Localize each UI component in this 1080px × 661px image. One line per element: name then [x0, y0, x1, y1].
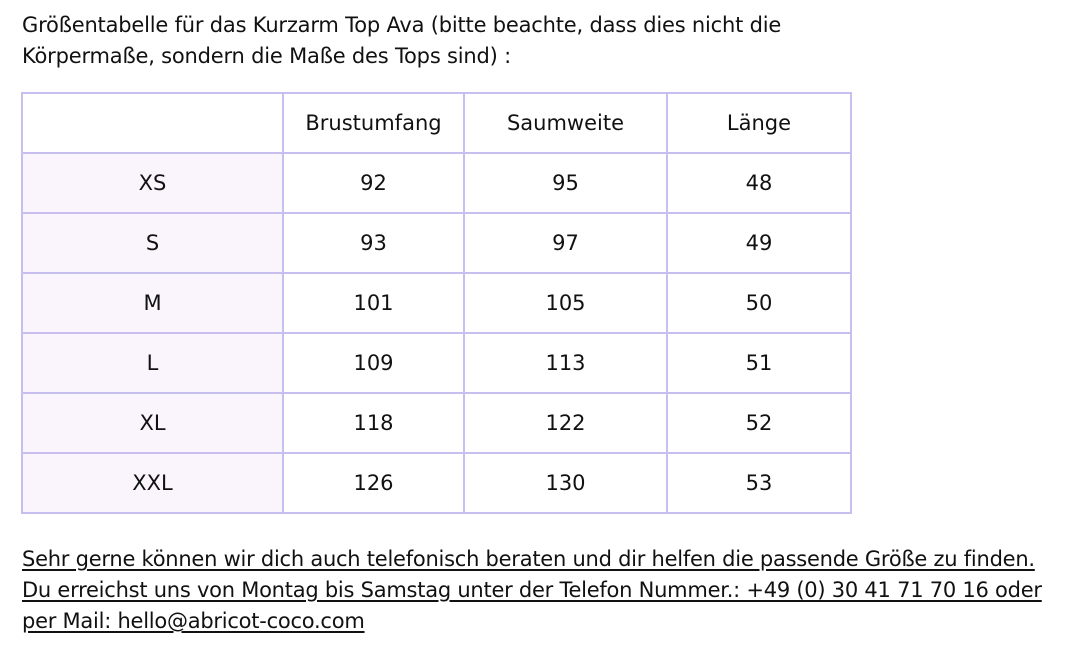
- size-label: XL: [22, 393, 283, 453]
- saumweite-value: 122: [464, 393, 667, 453]
- contact-line-3: per Mail: hello@abricot-coco.com: [22, 609, 365, 633]
- header-empty-cell: [22, 93, 283, 153]
- size-label: L: [22, 333, 283, 393]
- contact-text: [22, 544, 1072, 637]
- laenge-value: 51: [667, 333, 851, 393]
- size-label: M: [22, 273, 283, 333]
- brustumfang-value: 109: [283, 333, 464, 393]
- header-laenge: Länge: [667, 93, 851, 153]
- brustumfang-value: 126: [283, 453, 464, 513]
- saumweite-value: 105: [464, 273, 667, 333]
- intro-line-1: Größentabelle für das Kurzarm Top Ava (bitte beachte, dass dies nicht die: [22, 13, 782, 37]
- table-row: [22, 453, 851, 513]
- brustumfang-value: 93: [283, 213, 464, 273]
- table-row: [22, 213, 851, 273]
- laenge-value: 50: [667, 273, 851, 333]
- laenge-value: 53: [667, 453, 851, 513]
- laenge-value: 49: [667, 213, 851, 273]
- header-saumweite: Saumweite: [464, 93, 667, 153]
- brustumfang-value: 118: [283, 393, 464, 453]
- contact-line-1: Sehr gerne können wir dich auch telefonisch beraten und dir helfen die passende Größe zu finden.: [22, 547, 1035, 571]
- saumweite-value: 130: [464, 453, 667, 513]
- table-row: [22, 333, 851, 393]
- intro-text: [22, 10, 1062, 72]
- brustumfang-value: 101: [283, 273, 464, 333]
- size-label: S: [22, 213, 283, 273]
- header-brustumfang: Brustumfang: [283, 93, 464, 153]
- saumweite-value: 95: [464, 153, 667, 213]
- table-header-row: [22, 93, 851, 153]
- saumweite-value: 113: [464, 333, 667, 393]
- table-row: [22, 393, 851, 453]
- brustumfang-value: 92: [283, 153, 464, 213]
- size-label: XXL: [22, 453, 283, 513]
- intro-line-2: Körpermaße, sondern die Maße des Tops sind) :: [22, 44, 511, 68]
- contact-line-2: Du erreichst uns von Montag bis Samstag unter der Telefon Nummer.: +49 (0) 30 41 71 70 16 oder: [22, 578, 1042, 602]
- table-row: [22, 273, 851, 333]
- table-row: [22, 153, 851, 213]
- saumweite-value: 97: [464, 213, 667, 273]
- laenge-value: 52: [667, 393, 851, 453]
- laenge-value: 48: [667, 153, 851, 213]
- size-table: [21, 92, 852, 514]
- size-label: XS: [22, 153, 283, 213]
